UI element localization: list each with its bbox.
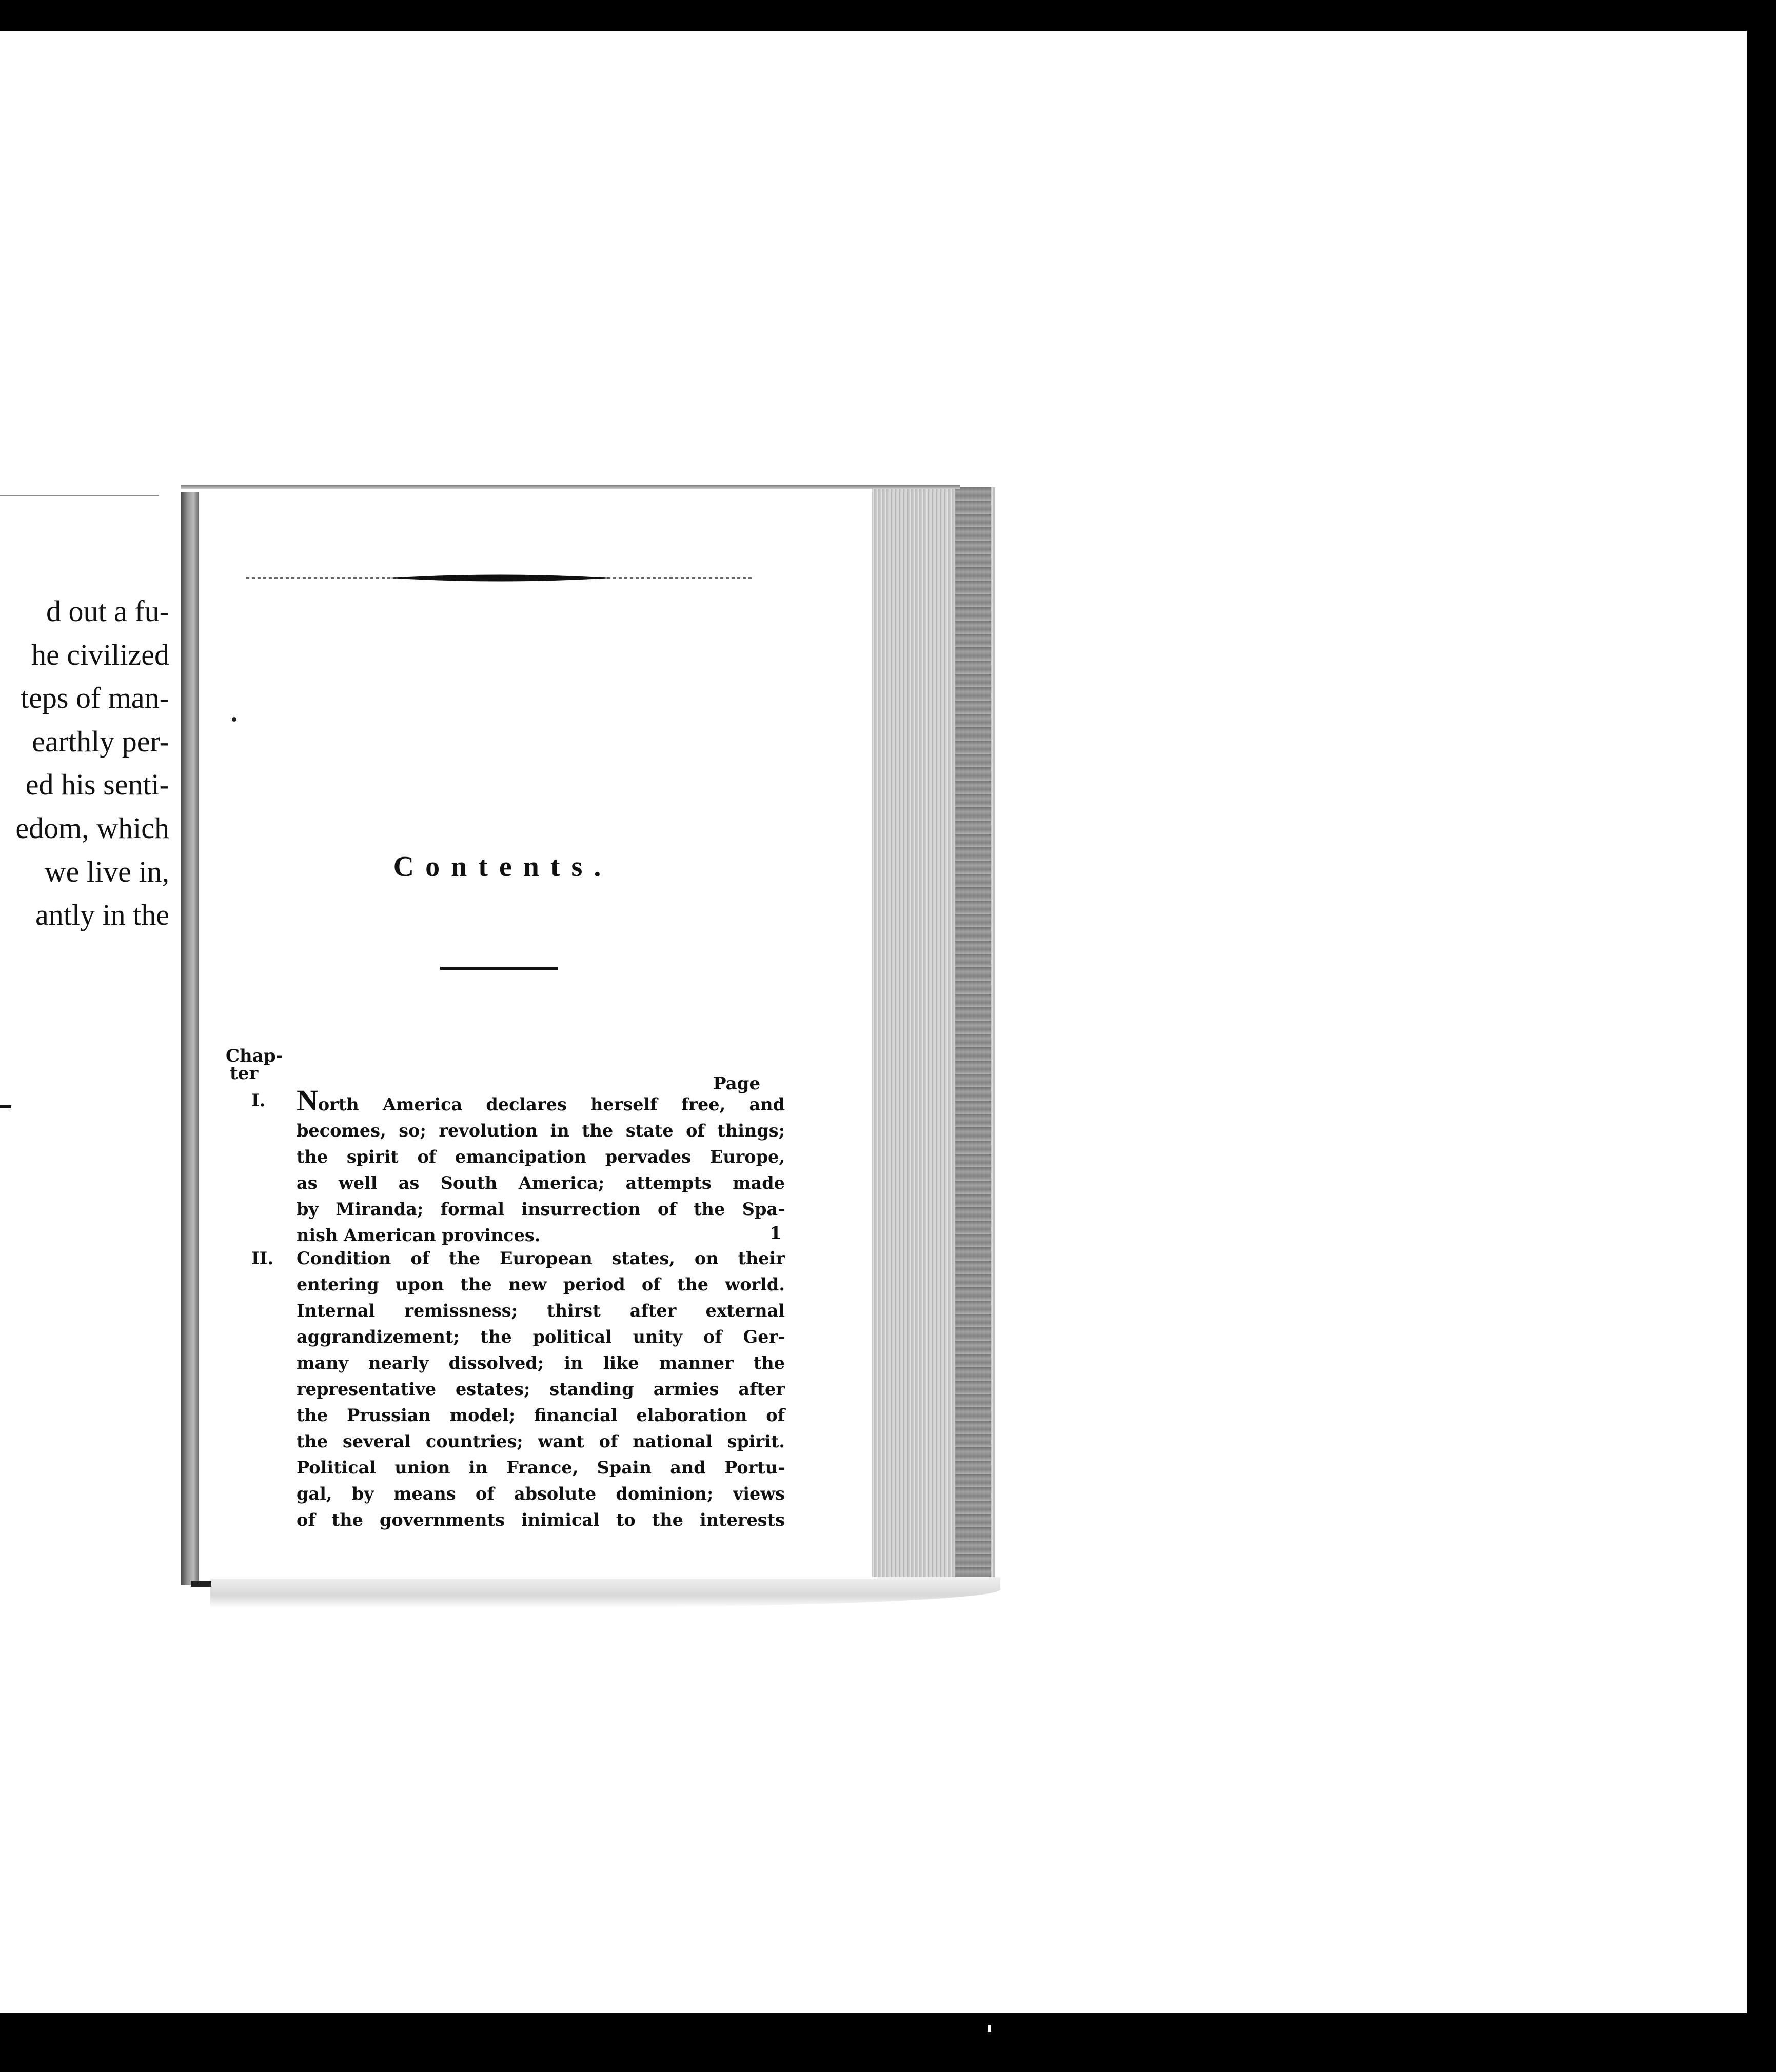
entry-line: many nearly dissolved; in like manner the xyxy=(297,1353,785,1373)
left-page-line: he civilized xyxy=(31,637,169,671)
title-rule xyxy=(440,967,558,970)
left-page-line: ed his senti- xyxy=(25,768,169,802)
left-page-line: antly in the xyxy=(35,898,169,932)
entry-line: entering upon the new period of the world. xyxy=(297,1274,785,1294)
entry-line: as well as South America; attempts made xyxy=(297,1173,785,1193)
header-ornament-rule xyxy=(246,572,754,584)
left-page-line: edom, which xyxy=(15,811,169,845)
left-page-line: we live in, xyxy=(44,854,169,888)
book-gutter-foot xyxy=(191,1581,211,1587)
scan-border-right xyxy=(1747,31,1776,2013)
chapter-column-label xyxy=(226,1047,283,1082)
left-page-top-edge xyxy=(0,495,159,496)
entry-line: by Miranda; formal insurrection of the Spa- xyxy=(297,1199,785,1219)
book-gutter xyxy=(181,492,199,1585)
chapter-number: I. xyxy=(251,1090,266,1110)
scan-speck xyxy=(988,2025,991,2032)
entry-line: Condition of the European states, on their xyxy=(297,1248,785,1268)
left-page-line: teps of man- xyxy=(21,681,169,715)
entry-line: nish American provinces. xyxy=(297,1225,541,1245)
entry-page-number: 1 xyxy=(769,1223,782,1244)
entry-line: gal, by means of absolute dominion; views xyxy=(297,1484,785,1504)
book-fore-edge-shadow xyxy=(955,487,991,1577)
chapter-label-line: ter xyxy=(230,1063,259,1084)
entry-line: the Prussian model; financial elaboration of xyxy=(297,1405,785,1425)
entry-line: representative estates; standing armies after xyxy=(297,1379,785,1399)
entry-line-text: orth America declares herself free, and xyxy=(318,1094,785,1114)
page-column-label: Page xyxy=(713,1073,761,1094)
drop-cap: N xyxy=(297,1084,318,1117)
left-page-text xyxy=(0,590,169,937)
entry-line: the several countries; want of national spirit. xyxy=(297,1431,785,1451)
chapter-label-line: Chap- xyxy=(226,1046,283,1066)
entry-line: aggrandizement; the political unity of Ger- xyxy=(297,1327,785,1347)
contents-entry xyxy=(251,1245,785,1533)
contents-entry xyxy=(251,1084,785,1248)
page-title: Contents. xyxy=(393,851,613,883)
chapter-number: II. xyxy=(251,1248,274,1268)
entry-line: Political union in France, Spain and Portu- xyxy=(297,1458,785,1478)
entry-line: Internal remissness; thirst after external xyxy=(297,1301,785,1321)
entry-line: becomes, so; revolution in the state of things; xyxy=(297,1121,785,1141)
ink-speck xyxy=(232,717,236,722)
entry-line xyxy=(297,1084,785,1118)
entry-line: of the governments inimical to the interests xyxy=(297,1510,785,1530)
page-top-edge xyxy=(181,485,960,489)
entry-line: the spirit of emancipation pervades Europe, xyxy=(297,1147,785,1167)
left-page-line: d out a fu- xyxy=(46,594,169,628)
left-page-line: earthly per- xyxy=(32,724,169,758)
left-page-dash xyxy=(0,1105,11,1108)
